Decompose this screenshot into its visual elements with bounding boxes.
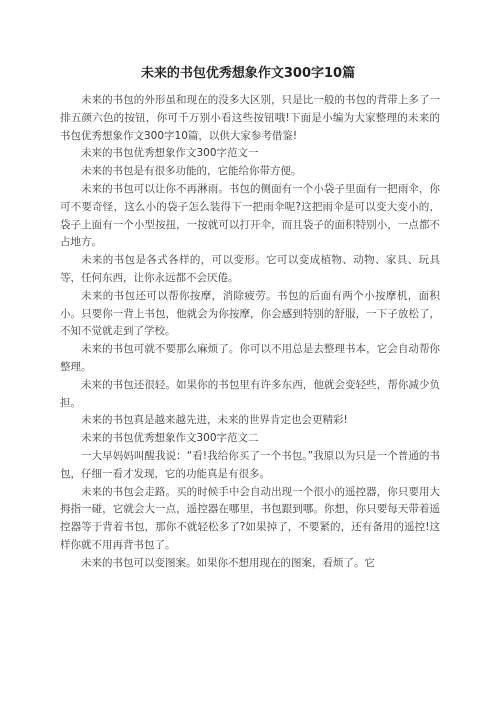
section-heading: 未来的书包优秀想象作文300字范文二 [81,432,259,445]
paragraph: 未来的书包还很轻。如果你的书包里有许多东西，他就会变轻些，帮你减少负担。 [60,378,440,409]
document-body [60,92,440,573]
document-title: 未来的书包优秀想象作文300字10篇 [140,66,356,81]
paragraph: 未来的书包可以变图案。如果你不想用现在的图案，看烦了。它 [81,556,375,569]
paragraph: 未来的书包可以让你不再淋雨。书包的侧面有一个小袋子里面有一把雨伞，你可不要奇怪，这么小的袋子怎么装得下一把雨伞呢?这把雨伞是可以变大变小的，袋子上面有一个小型按扭，一按就可以打开伞，而且袋子的面积特别小，一点都不占地方。 [60,182,440,249]
paragraph: 一大早妈妈叫醒我说：“看!我给你买了一个书包。”我原以为只是一个普通的书包，仔细一看才发现，它的功能真是有很多。 [60,449,440,480]
paragraph: 未来的书包真是越来越先进，未来的世界肯定也会更精彩! [81,414,348,427]
paragraph: 未来的书包的外形虽和现在的没多大区别，只是比一般的书包的背带上多了一排五颜六色的按钮，你可千万别小看这些按钮哦!下面是小编为大家整理的未来的书包优秀想象作文300字10篇，以供大家参考借鉴! [60,94,440,142]
section-heading: 未来的书包优秀想象作文300字范文一 [81,147,259,160]
paragraph: 未来的书包是各式各样的，可以变形。它可以变成植物、动物、家具、玩具等，任何东西，让你永远都不会厌倦。 [60,254,440,284]
paragraph: 未来的书包是有很多功能的，它能给你带方便。 [81,165,302,178]
paragraph: 未来的书包会走路。买的时候手中会自动出现一个很小的遥控器，你只要用大拇指一碰，它就会大一点，遥控器在哪里，书包跟到哪。你想，你只要每天带着遥控器等于背着书包，那你不就轻松多了?如果掉了，不要紧的，还有备用的遥控!这样你就不用再背书包了。 [60,485,440,551]
paragraph: 未来的书包还可以帮你按摩，消除疲劳。书包的后面有两个小按摩机，面积小。只要你一背上书包，他就会为你按摩，你会感到特别的舒服，一下子放松了，不知不觉就走到了学校。 [60,289,440,338]
paragraph: 未来的书包可就不要那么麻烦了。你可以不用总是去整理书本，它会自动帮你整理。 [60,343,440,373]
